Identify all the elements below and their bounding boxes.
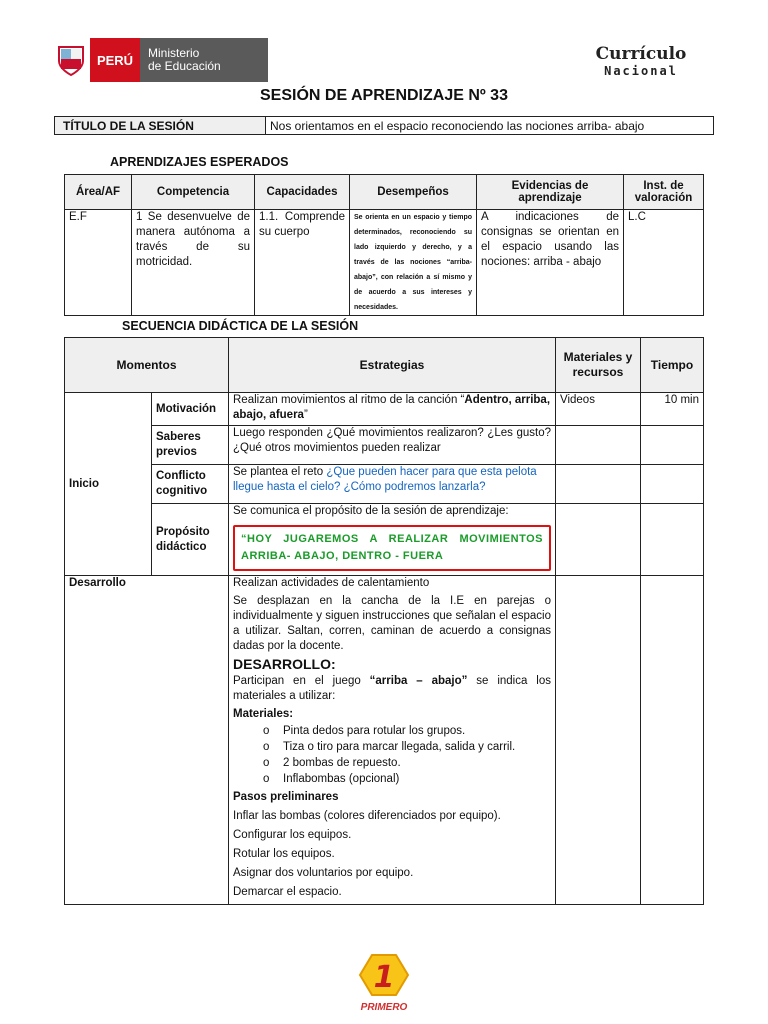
desarrollo-label: Desarrollo (65, 576, 229, 905)
curriculo-nacional-logo: Currículo Nacional (595, 44, 687, 78)
list-item: Rotular los equipos. (233, 848, 335, 860)
ministry-name: Ministerio de Educación (140, 38, 268, 82)
col-capacidades: Capacidades (255, 175, 350, 210)
purpose-box: “HOY JUGAREMOS A REALIZAR MOVIMIENTOS ARRIBA- ABAJO, DENTRO - FUERA (233, 525, 551, 571)
cell-desempenos: Se orienta en un espacio y tiempo determinados, reconociendo su lado izquierdo y derecho, y a través de las nociones “arriba-abajo”, con relación a sí mismo y de acuerdo a sus intereses y necesidades. (350, 210, 477, 316)
peru-shield-icon (52, 38, 90, 82)
saberes-text: Luego responden ¿Qué movimientos realizaron? ¿Les gusto? ¿Qué otros movimientos pueden realizar (229, 426, 556, 465)
session-title-value: Nos orientamos en el espacio reconociendo las nociones arriba- abajo (266, 117, 714, 135)
conflicto-tiempo (641, 465, 704, 504)
conflicto-materiales (556, 465, 641, 504)
proposito-tiempo (641, 504, 704, 576)
cell-evidencias: A indicaciones de consignas se orientan en el espacio usando las nociones: arriba - abajo (477, 210, 624, 316)
cell-area: E.F (65, 210, 132, 316)
grade-number: 1 (373, 960, 395, 995)
materiales-list (233, 724, 551, 787)
table-row (65, 465, 704, 504)
secuencia-table (64, 337, 704, 905)
proposito-label: Propósito didáctico (152, 504, 229, 576)
col-tiempo: Tiempo (641, 338, 704, 393)
col-desempenos: Desempeños (350, 175, 477, 210)
desarrollo-materiales (556, 576, 641, 905)
saberes-label: Saberes previos (152, 426, 229, 465)
grade-hexagon-icon (358, 953, 410, 997)
col-area: Área/AF (65, 175, 132, 210)
table-row (65, 426, 704, 465)
list-item: Demarcar el espacio. (233, 886, 342, 898)
cell-instrumento: L.C (624, 210, 704, 316)
motivacion-materiales: Videos (556, 393, 641, 426)
desarrollo-heading: DESARROLLO: (233, 656, 336, 672)
table-row (65, 504, 704, 576)
session-title-label: TÍTULO DE LA SESIÓN (55, 117, 266, 135)
col-estrategias: Estrategias (229, 338, 556, 393)
col-competencia: Competencia (132, 175, 255, 210)
secuencia-heading: SECUENCIA DIDÁCTICA DE LA SESIÓN (122, 319, 359, 333)
list-item: o Inflabombas (opcional) (263, 772, 551, 787)
inicio-label: Inicio (65, 393, 152, 576)
list-item: o 2 bombas de repuesto. (263, 756, 551, 771)
table-row (65, 576, 704, 905)
col-instrumento: Inst. de valoración (624, 175, 704, 210)
col-evidencias: Evidencias de aprendizaje (477, 175, 624, 210)
aprendizajes-table (64, 174, 704, 316)
motivacion-label: Motivación (152, 393, 229, 426)
page-title: SESIÓN DE APRENDIZAJE Nº 33 (260, 87, 508, 104)
proposito-text: Se comunica el propósito de la sesión de aprendizaje: “HOY JUGAREMOS A REALIZAR MOVIMIENTOS ARRIBA- ABAJO, DENTRO - FUERA (229, 504, 556, 576)
list-item: Configurar los equipos. (233, 829, 352, 841)
peru-label: PERÚ (90, 38, 140, 82)
session-title-table (54, 116, 714, 135)
grade-badge (352, 953, 416, 1013)
motivacion-text: Realizan movimientos al ritmo de la canción “Adentro, arriba, abajo, afuera” (229, 393, 556, 426)
minedu-logo (52, 38, 268, 82)
table-row (65, 210, 704, 316)
desarrollo-tiempo (641, 576, 704, 905)
list-item: o Pinta dedos para rotular los grupos. (263, 724, 551, 739)
list-item: o Tiza o tiro para marcar llegada, salida y carril. (263, 740, 551, 755)
conflicto-label: Conflicto cognitivo (152, 465, 229, 504)
list-item: Asignar dos voluntarios por equipo. (233, 867, 414, 879)
cell-capacidades: 1.1. Comprende su cuerpo (255, 210, 350, 316)
motivacion-tiempo: 10 min (641, 393, 704, 426)
grade-label: PRIMERO (360, 1002, 408, 1013)
desarrollo-text: Realizan actividades de calentamiento Se desplazan en la cancha de la I.E en parejas o individualmente y siguen instrucciones que señalan el espacio a utilizar. Saltan, corren, caminan de acuerdo a consignas dadas por la docente. DESARROLLO: Participan en el juego “arriba – abajo” se indica los materiales a utilizar: Materiales: o Pinta dedos para rotular los grupos. o Tiza o tiro para marcar llegada, salida y carril. o 2 bombas de repuesto. o Inflabombas (opcional) Pasos preliminares Inflar las bombas (colores diferenciados por equipo). Configurar los equipos. Rotular los equipos. Asignar dos voluntarios por equipo. Demarcar el espacio. (229, 576, 556, 905)
col-momentos: Momentos (65, 338, 229, 393)
proposito-materiales (556, 504, 641, 576)
conflicto-text: Se plantea el reto ¿Que pueden hacer para que esta pelota llegue hasta el cielo? ¿Cómo podremos lanzarla? (229, 465, 556, 504)
table-row (65, 393, 704, 426)
saberes-materiales (556, 426, 641, 465)
saberes-tiempo (641, 426, 704, 465)
aprendizajes-heading: APRENDIZAJES ESPERADOS (110, 155, 289, 169)
cell-competencia: 1 Se desenvuelve de manera autónoma a través de su motricidad. (132, 210, 255, 316)
col-materiales: Materiales y recursos (556, 338, 641, 393)
list-item: Inflar las bombas (colores diferenciados por equipo). (233, 810, 501, 822)
